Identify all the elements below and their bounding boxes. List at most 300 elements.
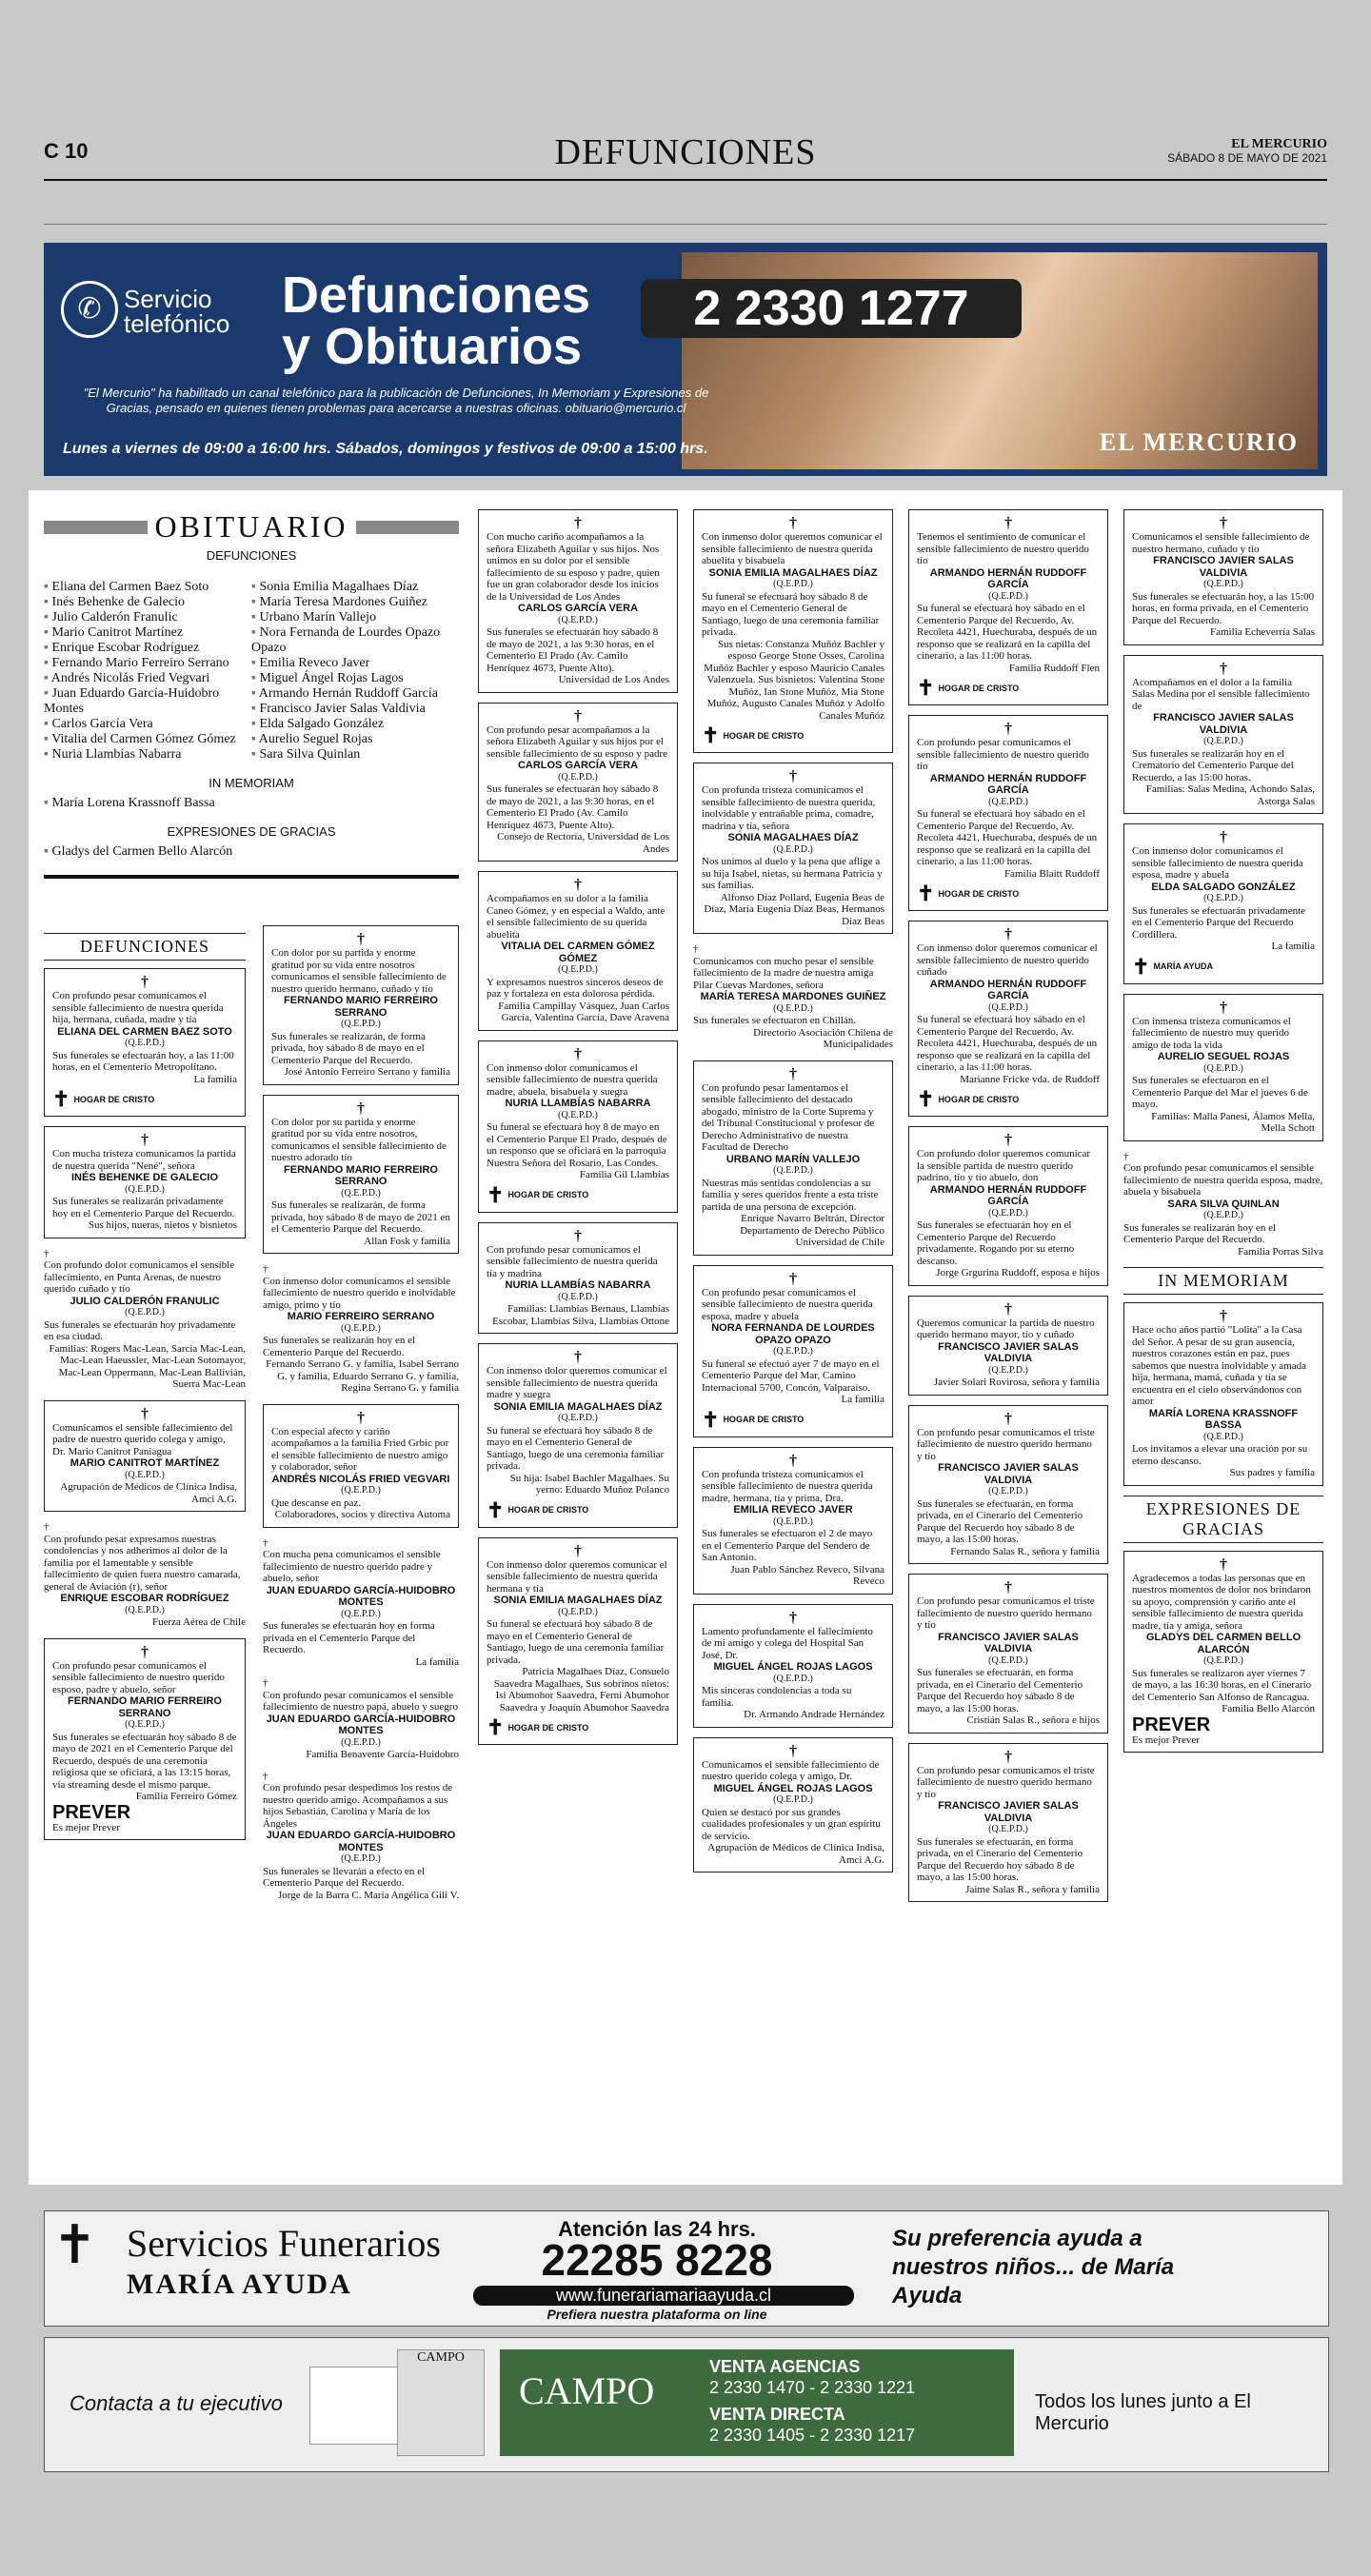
death-notice <box>1123 509 1323 645</box>
maria-ayuda-logo <box>1132 954 1315 979</box>
death-notice <box>263 1537 459 1669</box>
death-notice <box>263 1095 459 1255</box>
death-notice <box>908 921 1108 1117</box>
notice-text: Con profundo pesar comunicamos el sensible fallecimiento de nuestra querida esposa, madre, abuela y bisabuela <box>1123 1162 1323 1198</box>
ad-online: Prefiera nuestra plataforma on line <box>546 2307 767 2322</box>
qepd-label: (Q.E.P.D.) <box>1203 1655 1243 1666</box>
section-title: DEFUNCIONES <box>554 132 817 172</box>
cross-icon: † <box>263 1263 268 1275</box>
deceased-name: FRANCISCO JAVIER SALAS VALDIVIA <box>938 1631 1079 1655</box>
signatories: Fuerza Aérea de Chile <box>151 1616 246 1628</box>
death-notice <box>908 1405 1108 1565</box>
death-notice <box>478 871 678 1031</box>
index-list-right <box>251 580 459 763</box>
signatories: Dr. Armando Andrade Hernández <box>744 1709 884 1720</box>
hogar-label: HOGAR DE CRISTO <box>938 683 1020 693</box>
qepd-label: (Q.E.P.D.) <box>773 1002 813 1014</box>
campo-logo: CAMPO <box>519 2369 655 2412</box>
qepd-label: (Q.E.P.D.) <box>558 1291 598 1302</box>
hogar-icon: ✝ <box>702 1407 720 1432</box>
cross-icon: † <box>141 974 149 990</box>
publication-info <box>1167 137 1327 165</box>
ad-lunes: Todos los lunes junto a El Mercurio <box>1035 2391 1251 2434</box>
signatories: Familia Benavente García-Huidobro <box>306 1749 459 1760</box>
cross-icon: † <box>1220 829 1227 845</box>
notice-text: Con profundo pesar lamentamos el sensible fallecimiento del destacado abogado, ministro de la Corte Suprema y del Tribunal Constitucional y profesor de Derecho Administrativo de nuestra Facultad de Derecho <box>702 1081 875 1153</box>
ad-attention: Atención las 24 hrs. <box>558 2217 756 2241</box>
deceased-name: FRANCISCO JAVIER SALAS VALDIVIA <box>938 1800 1079 1824</box>
signatories: Sus nietas: Constanza Muñóz Bachler y esposo George Stone Osses, Carolina Muñóz Bachler y esposo Mauricio Canales Valenzuela. Sus bisnietos: Valentina Stone Muñóz, Ian Stone Muñóz, Mia Stone Muñóz, Augusto Canales Muñóz y Adolfo Canales Muñóz <box>704 638 884 722</box>
funeral-details: Sus funerales se llevarán a efecto en el Cementerio Parque del Recuerdo. <box>263 1865 426 1889</box>
qepd-label: (Q.E.P.D.) <box>558 1413 598 1423</box>
signatories: Alfonso Díaz Pollard, Eugenia Beas de Díaz, María Eugenia Díaz Beas, Hermanos Díaz Beas <box>704 891 884 927</box>
signatories: Familia Bello Alarcón <box>1222 1703 1315 1714</box>
divider <box>44 224 1327 225</box>
newspaper-thumbnail <box>309 2367 403 2445</box>
cross-icon: † <box>574 1227 582 1244</box>
deceased-name: FRANCISCO JAVIER SALAS VALDIVIA <box>938 1340 1079 1364</box>
notice-text: Con inmenso dolor queremos comunicar el sensible fallecimiento de nuestra querida abuelita y bisabuela <box>702 531 883 566</box>
signatories: Familia Ruddoff Flen <box>1008 662 1100 674</box>
qepd-label: (Q.E.P.D.) <box>988 1655 1028 1666</box>
index-entry: ▪ Aurelio Seguel Rojas <box>251 732 459 747</box>
maria-ayuda-label: MARÍA AYUDA <box>1153 961 1213 972</box>
deceased-name: ARMANDO HERNÁN RUDDOFF GARCÍA <box>929 566 1087 590</box>
death-notice <box>908 715 1108 911</box>
funeral-details: Sus funerales se efectuarán hoy privadamente en esa ciudad. <box>44 1318 236 1342</box>
signatories: Sus padres y familia <box>1229 1467 1315 1478</box>
prever-slogan: Es mejor Prever <box>1132 1734 1200 1746</box>
notice-text: Comunicamos el sensible fallecimiento de nuestro hermano, cuñado y tío <box>1132 531 1310 555</box>
funeral-details: Sus funerales se realizarán hoy en el Crematorio del Cementerio Parque del Recuerdo, a las 15:00 horas. <box>1132 747 1294 783</box>
death-notice <box>693 1604 893 1728</box>
hogar-label: HOGAR DE CRISTO <box>507 1505 589 1516</box>
death-notice <box>44 1521 246 1629</box>
death-notice <box>44 968 246 1117</box>
death-notice <box>263 1677 459 1761</box>
index-entry: ▪ Miguel Ángel Rojas Lagos <box>251 671 459 686</box>
qepd-label: (Q.E.P.D.) <box>341 1736 381 1748</box>
death-notice <box>1123 1151 1323 1258</box>
index-entry: ▪ Armando Hernán Ruddoff García <box>251 686 459 702</box>
index-list-left <box>44 580 251 763</box>
hogar-icon: ✝ <box>487 1715 505 1739</box>
qepd-label: (Q.E.P.D.) <box>125 1719 165 1730</box>
cross-icon: † <box>574 1542 582 1559</box>
cross-icon: † <box>574 1045 582 1062</box>
notice-text: Queremos comunicar la partida de nuestro querido hermano mayor, tío y cuñado <box>917 1317 1095 1340</box>
hogar-label: HOGAR DE CRISTO <box>938 1094 1020 1104</box>
funeral-details: Sus funerales se efectuaron el 2 de mayo en el Cementerio Parque del Sendero de San Antonio. <box>702 1528 873 1563</box>
signatories: Familias: Malla Panesi, Álamos Mella, Mella Schott <box>1151 1110 1315 1134</box>
qepd-label: (Q.E.P.D.) <box>558 964 598 975</box>
notice-text: Acompañamos en el dolor a la familia Salas Medina por el sensible fallecimiento de <box>1132 676 1310 712</box>
cross-icon: † <box>1004 1748 1012 1765</box>
deceased-name: MIGUEL ÁNGEL ROJAS LAGOS <box>713 1661 873 1673</box>
cross-icon: † <box>357 1409 365 1426</box>
signatories: Familia Blaitt Ruddoff <box>1003 867 1100 880</box>
ad-phone: 22285 8228 <box>541 2235 773 2285</box>
deceased-name: ANDRÉS NICOLÁS FRIED VEGVARI <box>271 1473 450 1485</box>
issue-date: SÁBADO 8 DE MAYO DE 2021 <box>1167 151 1327 165</box>
signatories: Patricia Magalhaes Díaz, Consuelo Saavedra Magalhaes, Sus sobrinos nietos: Isi Abumohor Saavedra, Ferni Abumohor Saavedra y Joaquín Abumohor Saavedra <box>493 1666 669 1714</box>
hogar-icon: ✝ <box>917 1087 935 1111</box>
qepd-label: (Q.E.P.D.) <box>341 1608 381 1619</box>
service-label: Servicio telefónico <box>124 285 230 338</box>
cross-icon: † <box>574 707 582 724</box>
notice-text: Agradecemos a todas las personas que en nuestros momentos de dolor nos brindaron su apoyo, comprensión y cariño ante el sensible fallecimiento de nuestra querida madre, tía y amiga, señora <box>1132 1572 1311 1632</box>
death-notice <box>908 1296 1108 1396</box>
deceased-name: FERNANDO MARIO FERREIRO SERRANO <box>284 1163 438 1187</box>
qepd-label: (Q.E.P.D.) <box>125 1038 165 1048</box>
signatories: Familia Echeverría Salas <box>1210 626 1315 638</box>
funeral-details: Sus funerales se efectuaron en el Cementerio Parque del Mar el jueves 6 de mayo. <box>1132 1075 1308 1110</box>
funeral-details: Sus funerales se realizarán privadamente hoy en el Cementerio Parque del Recuerdo. <box>52 1196 235 1219</box>
qepd-label: (Q.E.P.D.) <box>773 579 813 589</box>
column-3 <box>478 509 678 1754</box>
death-notice <box>478 1537 678 1746</box>
funeral-details: Sus funerales se efectuarán hoy, a las 15:00 horas, en forma privada, en el Cementerio Parque del Recuerdo. <box>1132 590 1315 626</box>
death-notice <box>908 1743 1108 1903</box>
column-5 <box>908 509 1108 1912</box>
notice-text: Con mucha tristeza comunicamos la partida de nuestra querida "Nené", señora <box>52 1148 236 1172</box>
funeral-details: Su funeral se efectuará hoy sábado 8 de mayo en el Cementerio General de Santiago, luego de una ceremonia familiar privada. <box>487 1618 665 1666</box>
crucifix-icon: ✝ <box>1132 954 1150 979</box>
notice-text: Con profundo pesar comunicamos el triste fallecimiento de nuestro querido hermano y tío <box>917 1426 1095 1462</box>
signatories: Agrupación de Médicos de Clínica Indisa, Amci A.G. <box>60 1481 237 1505</box>
qepd-label: (Q.E.P.D.) <box>988 590 1028 602</box>
cross-icon: † <box>1004 515 1012 531</box>
index-entry: ▪ Andrés Nicolás Fried Vegvari <box>44 671 251 686</box>
signatories: Sus hijos, nueras, nietos y bisnietos <box>88 1219 237 1231</box>
qepd-label: (Q.E.P.D.) <box>988 1001 1028 1013</box>
qepd-label: (Q.E.P.D.) <box>1203 1062 1243 1074</box>
hogar-icon: ✝ <box>917 676 935 700</box>
banner-hours: Lunes a viernes de 09:00 a 16:00 hrs. Sábados, domingos y festivos de 09:00 a 15:00 hrs. <box>63 441 708 457</box>
gracias-heading: EXPRESIONES DE GRACIAS <box>1123 1496 1323 1543</box>
qepd-label: (Q.E.P.D.) <box>1203 736 1243 746</box>
obituario-index <box>44 509 459 879</box>
signatories: Cristián Salas R., señora e hijos <box>966 1714 1100 1726</box>
ad-web[interactable]: www.funerariamariaayuda.cl <box>473 2286 854 2306</box>
venta-agencias-phones: 2 2330 1470 - 2 2330 1221 <box>709 2378 916 2397</box>
qepd-label: (Q.E.P.D.) <box>125 1469 165 1480</box>
death-notice <box>44 1400 246 1513</box>
prever-logo: PREVER <box>52 1801 131 1823</box>
funeral-details: Sus funerales se efectuarán hoy en el Cementerio Parque del Recuerdo privadamente. Rogando por su eterno descanso. <box>917 1219 1075 1267</box>
deceased-name: NURIA LLAMBÍAS NABARRA <box>505 1279 651 1291</box>
cross-icon: † <box>141 1643 149 1660</box>
deceased-name: AURELIO SEGUEL ROJAS <box>1157 1051 1290 1062</box>
notice-text: Comunicamos con mucho pesar el sensible fallecimiento de la madre de nuestra amiga Pilar Cuevas Mardones, señora <box>693 955 874 991</box>
signatories: Familias: Rogers Mac-Lean, Sarcia Mac-Lean, Mac-Lean Haeussler, Mac-Lean Sotomayor, Mac-Lean Oppermann, Mac-Lean Ballivián, Suerra Mac-Lean <box>49 1342 246 1390</box>
qepd-label: (Q.E.P.D.) <box>988 1824 1028 1834</box>
death-notice <box>263 1771 459 1902</box>
cross-icon: † <box>263 1677 268 1689</box>
notice-text: Con profunda tristeza comunicamos el sensible fallecimiento de nuestra querida madre, hermana, tía y prima, Dra. <box>702 1468 873 1504</box>
index-entry: ▪ Inés Behenke de Galecio <box>44 595 251 610</box>
funeral-details: Sus funerales se realizarán, de forma privada, hoy sábado 8 de mayo de 2021 en el Cementerio Parque del Recuerdo. <box>271 1199 450 1235</box>
notice-text: Con profundo pesar comunicamos el sensible fallecimiento de nuestra querida tía y madrina <box>487 1243 658 1279</box>
hogar-icon: ✝ <box>702 723 720 747</box>
deceased-name: CARLOS GARCÍA VERA <box>517 603 639 614</box>
obituario-title: OBITUARIO <box>44 509 459 545</box>
signatories: Directorio Asociación Chilena de Municipalidades <box>753 1026 893 1050</box>
cross-icon: † <box>789 1609 797 1626</box>
index-entry: ▪ Vitalia del Carmen Gómez Gómez <box>44 732 251 747</box>
qepd-label: (Q.E.P.D.) <box>341 1485 381 1496</box>
index-entry: ▪ Juan Eduardo García-Huidobro Montes <box>44 686 251 717</box>
deceased-name: SONIA EMILIA MAGALHAES DÍAZ <box>708 566 878 579</box>
hogar-de-cristo-logo <box>702 725 884 746</box>
signatories: La familia <box>1271 941 1315 952</box>
death-notice <box>478 1222 678 1335</box>
cross-icon: † <box>44 1247 50 1259</box>
cross-icon: † <box>1220 1556 1227 1573</box>
deceased-name: NORA FERNANDA DE LOURDES OPAZO OPAZO <box>711 1322 875 1346</box>
death-notice <box>44 1638 246 1841</box>
paper-name: EL MERCURIO <box>1231 137 1327 151</box>
hogar-label: HOGAR DE CRISTO <box>723 730 805 741</box>
index-entry: ▪ María Teresa Mardones Guiñez <box>251 595 459 610</box>
death-notice <box>478 1040 678 1213</box>
notice-text: Con inmenso dolor queremos comunicar el sensible fallecimiento de nuestra querida madre y suegra <box>487 1365 667 1400</box>
hogar-de-cristo-logo <box>917 678 1100 699</box>
funeral-services-ad[interactable] <box>44 2210 1329 2327</box>
hogar-de-cristo-logo <box>702 1407 884 1432</box>
deceased-name: FERNANDO MARIO FERREIRO SERRANO <box>284 995 438 1019</box>
deceased-name: FERNANDO MARIO FERREIRO SERRANO <box>68 1695 222 1719</box>
notice-text: Con profundo dolor comunicamos el sensible fallecimiento, en Punta Arenas, de nuestro querido cuñado y tío <box>44 1259 235 1295</box>
funeral-details: Sus funerales se efectuarán, en forma privada, en el Cinerario del Cementerio Parque del Recuerdo hoy sábado 8 de mayo, a las 15:00 horas. <box>917 1497 1083 1545</box>
notice-text: Con inmenso dolor comunicamos el sensible fallecimiento de nuestra querida esposa, madre y abuela <box>1132 845 1303 881</box>
cross-icon: † <box>357 931 365 947</box>
deceased-name: ARMANDO HERNÁN RUDDOFF GARCÍA <box>929 1183 1087 1207</box>
funeral-details: Sus funerales se realizarán hoy en el Cementerio Parque del Recuerdo. <box>263 1335 416 1358</box>
prever-slogan: Es mejor Prever <box>52 1821 120 1833</box>
notice-text: Con inmensa tristeza comunicamos el fallecimiento de nuestro muy querido amigo de toda la vida <box>1132 1015 1291 1051</box>
notice-text: Con profundo pesar comunicamos el sensible fallecimiento de nuestro querido esposo, padre y abuelo, señor <box>52 1659 225 1695</box>
deceased-name: FRANCISCO JAVIER SALAS VALDIVIA <box>1153 712 1294 736</box>
cross-icon: † <box>263 1770 268 1782</box>
qepd-label: (Q.E.P.D.) <box>988 1207 1028 1219</box>
qepd-label: (Q.E.P.D.) <box>773 1794 813 1805</box>
ad-slogan: Su preferencia ayuda a nuestros niños... de María Ayuda <box>892 2226 1175 2308</box>
index-entry: ▪ María Lorena Krassnoff Bassa <box>44 796 459 811</box>
cross-icon: † <box>1004 1579 1012 1595</box>
funeral-details: Sus funerales se efectuarán hoy, a las 11:00 horas, en el Cementerio Metropolitano. <box>52 1049 234 1073</box>
index-entry: ▪ Eliana del Carmen Baez Soto <box>44 580 251 595</box>
hogar-icon: ✝ <box>52 1087 70 1111</box>
page-header <box>44 131 1327 181</box>
ad-company-brand: MARÍA AYUDA <box>127 2269 352 2300</box>
signatories: Jorge Grgurina Ruddoff, esposa e hijos <box>936 1267 1100 1278</box>
hogar-label: HOGAR DE CRISTO <box>723 1415 805 1425</box>
deceased-name: VITALIA DEL CARMEN GÓMEZ GÓMEZ <box>501 941 655 964</box>
campo-ad[interactable] <box>44 2337 1329 2472</box>
banner-phone-number[interactable]: 2 2330 1277 <box>641 279 1022 338</box>
signatories: Su hija: Isabel Bachler Magalhaes. Su yerno: Eduardo Muñoz Polanco <box>509 1472 669 1496</box>
cross-icon: † <box>574 877 582 893</box>
signatories: Universidad de Los Andes <box>558 674 669 685</box>
death-notice <box>478 1343 678 1528</box>
index-entry: ▪ Urbano Marín Vallejo <box>251 610 459 625</box>
funeral-details: Nuestras más sentidas condolencias a su familia y seres queridos frente a esta triste partida de una persona de excepción. <box>702 1177 879 1213</box>
death-notice <box>693 1737 893 1873</box>
funeral-details: Sus funerales se efectuarán, en forma privada, en el Cinerario del Cementerio Parque del Recuerdo hoy sábado 8 de mayo, a las 15:00 horas. <box>917 1835 1083 1883</box>
death-notice <box>44 1248 246 1391</box>
deceased-name: JUAN EDUARDO GARCÍA-HUIDOBRO MONTES <box>266 1830 456 1853</box>
cross-icon: † <box>789 1742 797 1759</box>
cross-icon: † <box>1004 1300 1012 1318</box>
death-notice <box>1123 1302 1323 1486</box>
cross-icon: † <box>141 1405 149 1422</box>
hogar-de-cristo-logo <box>487 1717 669 1738</box>
qepd-label: (Q.E.P.D.) <box>773 1673 813 1684</box>
deceased-name: CARLOS GARCÍA VERA <box>517 760 639 771</box>
column-6 <box>1123 509 1323 1762</box>
funeral-details: Su funeral se efectuará hoy sábado en el Cementerio Parque del Recuerdo, Av. Recoleta 4421, Huechuraba, después de un responso que se realizará en la capilla del cinerario, a las 11:00 horas. <box>917 1014 1098 1073</box>
funeral-details: Sus funerales se efectuaron en Chillán. <box>693 1015 857 1026</box>
notice-text: Con dolor por su partida y enorme gratitud por su vida entre nosotros, comunicamos el sensible fallecimiento de nuestro adorado tío <box>271 1116 447 1163</box>
qepd-label: (Q.E.P.D.) <box>1203 893 1243 903</box>
death-notice <box>478 703 678 862</box>
campo-magazine-thumbnail: CAMPO <box>397 2349 485 2456</box>
cross-icon: † <box>574 1349 582 1365</box>
qepd-label: (Q.E.P.D.) <box>558 1606 598 1617</box>
deceased-name: JUAN EDUARDO GARCÍA-HUIDOBRO MONTES <box>266 1713 456 1736</box>
banner-title: Defunciones y Obituarios <box>282 267 591 375</box>
index-entry: ▪ Sara Silva Quinlan <box>251 747 459 763</box>
deceased-name: ARMANDO HERNÁN RUDDOFF GARCÍA <box>929 978 1087 1001</box>
deceased-name: JUAN EDUARDO GARCÍA-HUIDOBRO MONTES <box>266 1584 456 1608</box>
cross-icon: † <box>789 515 797 531</box>
signatories: Consejo de Rectoría, Universidad de Los Andes <box>497 831 669 855</box>
cross-icon: † <box>263 1536 268 1549</box>
index-memoriam-list <box>44 796 459 811</box>
death-notice <box>693 1265 893 1437</box>
notice-text: Con profundo pesar comunicamos el sensible fallecimiento de nuestro querido tío <box>917 737 1089 772</box>
deceased-name: ARMANDO HERNÁN RUDDOFF GARCÍA <box>929 772 1087 796</box>
column-1 <box>44 925 246 1850</box>
notice-text: Con inmenso dolor comunicamos el sensible fallecimiento de nuestro querido e inolvidable amigo, primo y tío <box>263 1275 456 1311</box>
qepd-label: (Q.E.P.D.) <box>773 1516 813 1527</box>
cross-icon: † <box>1220 1308 1227 1324</box>
notice-text: Con profundo pesar comunicamos el sensible fallecimiento de nuestra querida hija, hermana, cuñada, madre y tía <box>52 990 224 1025</box>
death-notice <box>693 763 893 934</box>
qepd-label: (Q.E.P.D.) <box>341 1019 381 1029</box>
death-notice <box>908 509 1108 705</box>
deceased-name: MARÍA TERESA MARDONES GUIÑEZ <box>700 991 886 1002</box>
crucifix-icon: ✝ <box>52 2216 97 2275</box>
death-notice <box>478 509 678 693</box>
hogar-de-cristo-logo <box>487 1182 669 1207</box>
hogar-label: HOGAR DE CRISTO <box>938 888 1020 899</box>
signatories: Juan Pablo Sánchez Reveco, Silvana Reveco <box>730 1563 884 1587</box>
cross-icon: † <box>1004 1132 1012 1148</box>
deceased-name: MARIO FERREIRO SERRANO <box>287 1311 435 1322</box>
cross-icon: † <box>141 1132 149 1148</box>
funeral-details: Su funeral se efectuará hoy sábado en el Cementerio Parque del Recuerdo, Av. Recoleta 4421, Huechuraba, después de un responso que se realizará en la capilla del cinerario, a las 11:00 horas. <box>917 603 1098 662</box>
qepd-label: (Q.E.P.D.) <box>558 614 598 625</box>
index-entry: ▪ Mario Canitrot Martínez <box>44 625 251 641</box>
signatories: Enrique Navarro Beltrán, Director Departamento de Derecho Público Universidad de Chile <box>740 1213 884 1248</box>
qepd-label: (Q.E.P.D.) <box>988 1364 1028 1376</box>
index-memoriam-head: IN MEMORIAM <box>209 776 294 790</box>
index-subtitle: DEFUNCIONES <box>206 548 297 563</box>
ad-contact: Contacta a tu ejecutivo <box>70 2391 283 2415</box>
death-notice <box>693 1447 893 1595</box>
qepd-label: (Q.E.P.D.) <box>773 1165 813 1176</box>
deceased-name: JULIO CALDERÓN FRANULIC <box>70 1295 220 1307</box>
death-notice <box>693 943 893 1051</box>
death-notice <box>44 1126 246 1238</box>
deceased-name: SONIA EMILIA MAGALHAES DÍAZ <box>493 1595 663 1606</box>
signatories: Agrupación de Médicos de Clínica Indisa, Amci A.G. <box>707 1842 884 1866</box>
qepd-label: (Q.E.P.D.) <box>773 1346 813 1357</box>
death-notice <box>693 1060 893 1256</box>
qepd-label: (Q.E.P.D.) <box>558 771 598 783</box>
notice-text: Con dolor por su partida y enorme gratitud por su vida entre nosotros comunicamos el sensible fallecimiento de nuestro querido hermano, cuñado y tío <box>271 947 447 995</box>
funeral-details: Su funeral se efectuará hoy sábado en el Cementerio Parque del Recuerdo, Av. Recoleta 4421, Huechuraba, después de un responso que se realizará en la capilla del cinerario, a las 11:00 horas. <box>917 808 1098 867</box>
hogar-icon: ✝ <box>487 1497 505 1522</box>
funeral-details: Sus funerales se efectuarán hoy sábado 8 de mayo de 2021, a las 9:30 horas, en el Cementerio El Prado (Av. Camilo Henríquez 4673, Puente Alto). <box>487 626 659 674</box>
funeral-details: Sus funerales se realizaron ayer viernes 7 de mayo, a las 16:30 horas, en el Cinerario del Cementerio San Alfonso de Rancagua. <box>1132 1667 1312 1703</box>
cross-icon: † <box>1220 660 1227 677</box>
cross-icon: † <box>1220 999 1227 1016</box>
signatories: Javier Solari Rovirosa, señora y familia <box>933 1377 1100 1388</box>
index-entry: ▪ Nuria Llambías Nabarra <box>44 747 251 763</box>
cross-icon: † <box>789 1270 797 1287</box>
qepd-label: (Q.E.P.D.) <box>125 1307 165 1318</box>
index-entry: ▪ Elda Salgado González <box>251 717 459 732</box>
funeral-details: Sus funerales se efectuarán privadamente en el Cementerio Parque del Recuerdo Cordillera. <box>1132 904 1306 941</box>
cross-icon: † <box>1220 515 1227 531</box>
qepd-label: (Q.E.P.D.) <box>341 1322 381 1334</box>
signatories: Familia Gil Llambías <box>579 1169 669 1180</box>
qepd-label: (Q.E.P.D.) <box>773 843 813 855</box>
signatories: Fernando Serrano G. y familia, Isabel Serrano G. y familia, Eduardo Serrano G. y familia, Regina Serrano G. y familia <box>266 1358 459 1394</box>
funeral-details: Su funeral se efectuará hoy sábado 8 de mayo en el Cementerio General de Santiago, luego de una ceremonia familiar privada. <box>702 590 880 638</box>
signatories: Familia Porras Silva <box>1238 1245 1323 1258</box>
hogar-de-cristo-logo <box>487 1497 669 1522</box>
signatories: Fernando Salas R., señora y familia <box>950 1545 1100 1557</box>
qepd-label: (Q.E.P.D.) <box>341 1853 381 1864</box>
cross-icon: † <box>789 1065 797 1082</box>
cross-icon: † <box>1004 1410 1012 1427</box>
index-entry: ▪ Julio Calderón Franulic <box>44 610 251 625</box>
signatories: Jorge de la Barra C. María Angélica Gili V. <box>277 1889 459 1901</box>
qepd-label: (Q.E.P.D.) <box>1203 1210 1243 1220</box>
funeral-details: Sus funerales se efectuarán, en forma privada, en el Cinerario del Cementerio Parque del Recuerdo hoy sábado 8 de mayo, a las 15:00 horas. <box>917 1667 1083 1714</box>
funeral-details: Sus funerales se efectuarán hoy sábado 8 de mayo de 2021, a las 9:30 horas, en el Cementerio El Prado (Av. Camilo Henríquez 4673, Puente Alto). <box>487 783 659 831</box>
signatories: Allan Fosk y familia <box>364 1235 450 1247</box>
venta-agencias: VENTA AGENCIAS <box>709 2357 861 2376</box>
notice-text: Con profundo pesar acompañamos a la señora Elizabeth Aguilar y sus hijos por el sensible fallecimiento de su esposo y padre <box>487 723 668 760</box>
deceased-name: FRANCISCO JAVIER SALAS VALDIVIA <box>1153 555 1294 579</box>
hogar-de-cristo-logo <box>917 1089 1100 1110</box>
funeral-details: Sus funerales se efectuarán hoy sábado 8 de mayo de 2021 en el Cementerio Parque del Recuerdo, después de una ceremonia religiosa que se oficiará, a las 13:15 horas, vía streaming desde el mismo parque. <box>52 1731 237 1791</box>
signatories: Jaime Salas R., señora y familia <box>965 1883 1100 1895</box>
funeral-details: Sus funerales se realizarán hoy en el Cementerio Parque del Recuerdo. <box>1123 1221 1277 1245</box>
phone-icon: ✆ <box>61 281 118 338</box>
death-notice <box>263 925 459 1085</box>
notice-text: Con profundo pesar comunicamos el sensible fallecimiento de nuestro papá, abuelo y suegro <box>263 1689 458 1713</box>
notice-text: Con profundo pesar comunicamos el sensible fallecimiento de nuestra querida esposa, madre y abuela <box>702 1286 873 1322</box>
cross-icon: † <box>1004 926 1012 942</box>
notice-text: Con inmenso dolor queremos comunicar el sensible fallecimiento de nuestro querido cuñado <box>917 942 1098 978</box>
signatories: José Antonio Ferreiro Serrano y familia <box>284 1066 450 1078</box>
